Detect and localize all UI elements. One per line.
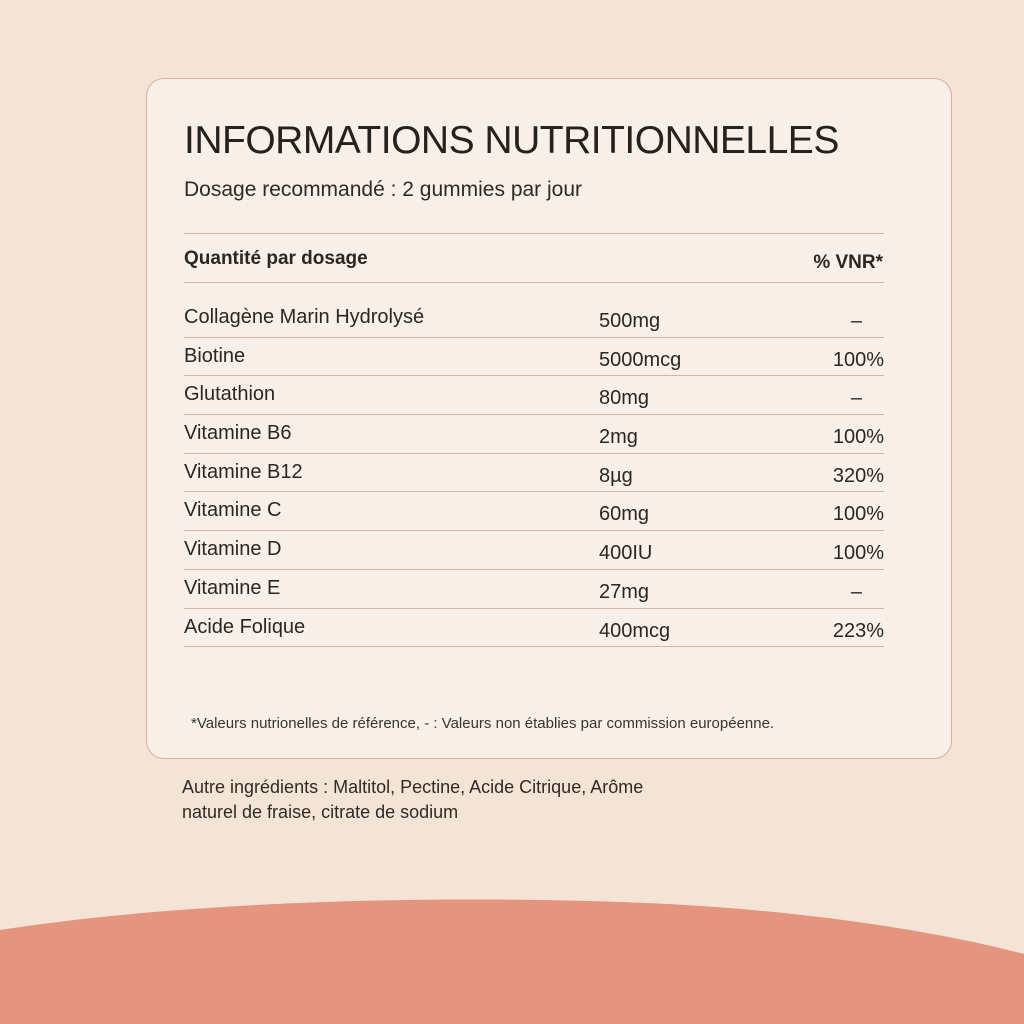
nutrient-name: Vitamine C <box>184 499 282 522</box>
table-row <box>184 492 884 531</box>
nutrient-quantity: 8µg <box>599 464 633 487</box>
table-row <box>184 338 884 377</box>
nutrient-vnr: 100% <box>832 348 884 371</box>
nutrition-table <box>184 299 884 647</box>
table-header-vnr: % VNR* <box>813 252 883 273</box>
nutrient-quantity: 500mg <box>599 310 661 332</box>
nutrient-vnr: – <box>850 387 862 410</box>
nutrient-vnr: – <box>850 580 862 603</box>
table-row <box>184 415 884 454</box>
decorative-wave <box>0 890 1024 1024</box>
panel-title: INFORMATIONS NUTRITIONNELLES <box>184 119 839 162</box>
nutrient-vnr: 100% <box>832 503 884 526</box>
ingredients-line: naturel de fraise, citrate de sodium <box>182 802 459 822</box>
table-row <box>184 609 884 648</box>
footnote: *Valeurs nutrionelles de référence, - : Valeurs non établies par commission européenne. <box>191 715 775 732</box>
table-header-quantity: Quantité par dosage <box>184 248 368 269</box>
nutrient-name: Acide Folique <box>184 615 306 638</box>
nutrient-vnr: 100% <box>832 426 884 449</box>
table-row <box>184 299 884 338</box>
other-ingredients <box>182 775 802 825</box>
nutrient-name: Glutathion <box>184 383 276 406</box>
nutrient-name: Vitamine B12 <box>184 460 303 483</box>
nutrient-vnr: 100% <box>832 542 884 565</box>
table-row <box>184 531 884 570</box>
nutrient-name: Vitamine D <box>184 538 282 561</box>
nutrient-quantity: 400mcg <box>599 619 671 642</box>
nutrient-quantity: 2mg <box>599 426 638 449</box>
ingredients-line: Autre ingrédients : Maltitol, Pectine, Acide Citrique, Arôme <box>182 777 644 797</box>
table-row <box>184 454 884 493</box>
nutrient-vnr: 223% <box>832 619 884 642</box>
nutrient-name: Collagène Marin Hydrolysé <box>184 306 425 328</box>
nutrient-quantity: 27mg <box>599 580 650 603</box>
divider <box>184 233 884 234</box>
divider <box>184 282 884 283</box>
table-row <box>184 570 884 609</box>
nutrient-quantity: 400IU <box>599 542 653 565</box>
nutrient-quantity: 60mg <box>599 503 650 526</box>
nutrient-name: Vitamine E <box>184 576 281 599</box>
nutrient-name: Biotine <box>184 344 246 367</box>
nutrient-quantity: 80mg <box>599 387 650 410</box>
nutrient-name: Vitamine B6 <box>184 422 292 445</box>
table-row <box>184 376 884 415</box>
nutrient-vnr: 320% <box>832 464 884 487</box>
dosage-subtitle: Dosage recommandé : 2 gummies par jour <box>184 178 583 201</box>
nutrient-quantity: 5000mcg <box>599 348 682 371</box>
nutrient-vnr: – <box>850 310 862 332</box>
nutrition-panel <box>146 78 952 759</box>
